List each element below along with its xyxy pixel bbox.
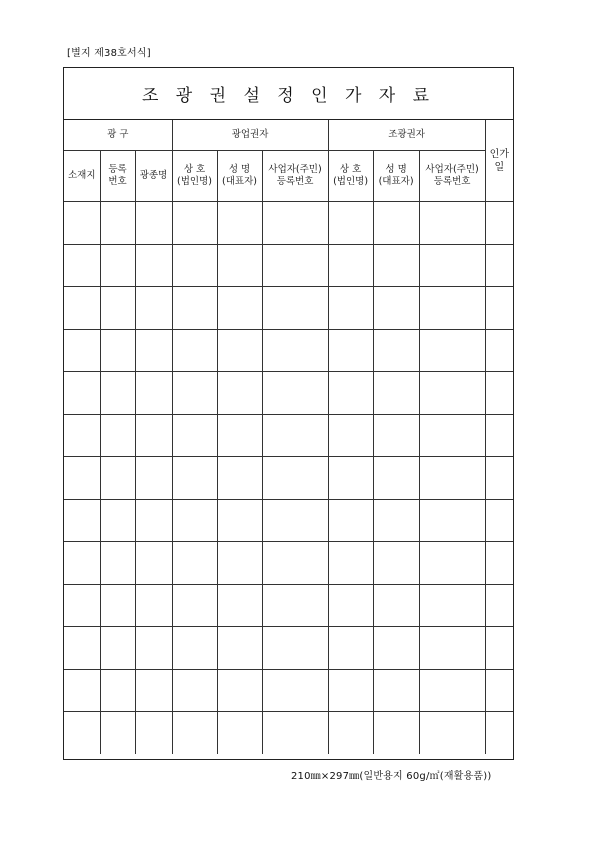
cell-mr-trade-name[interactable] (172, 499, 217, 542)
cell-registration-number[interactable] (100, 244, 135, 287)
cell-rr-trade-name[interactable] (328, 414, 373, 457)
cell-approval-date[interactable] (485, 414, 513, 457)
form-title: 조 광 권 설 정 인 가 자 료 (64, 68, 513, 120)
cell-location[interactable] (64, 542, 100, 585)
cell-approval-date[interactable] (485, 712, 513, 754)
cell-mr-biz-number[interactable] (262, 287, 328, 330)
table-body (64, 202, 513, 754)
cell-rr-name[interactable] (373, 499, 419, 542)
header-royalty-right-holder: 조광권자 (328, 120, 485, 151)
cell-approval-date[interactable] (485, 669, 513, 712)
header-mine-zone: 광 구 (64, 120, 172, 151)
cell-registration-number[interactable] (100, 329, 135, 372)
cell-rr-biz-number[interactable] (419, 457, 485, 500)
table-row (64, 712, 513, 754)
cell-rr-biz-number[interactable] (419, 627, 485, 670)
cell-mr-trade-name[interactable] (172, 712, 217, 754)
cell-mr-biz-number[interactable] (262, 414, 328, 457)
cell-registration-number[interactable] (100, 457, 135, 500)
cell-mr-trade-name[interactable] (172, 457, 217, 500)
cell-approval-date[interactable] (485, 499, 513, 542)
cell-registration-number[interactable] (100, 542, 135, 585)
cell-mr-name[interactable] (217, 499, 262, 542)
cell-mr-name[interactable] (217, 627, 262, 670)
table-row (64, 457, 513, 500)
cell-mr-biz-number[interactable] (262, 329, 328, 372)
table-row (64, 414, 513, 457)
form-sheet (63, 67, 514, 760)
cell-location[interactable] (64, 414, 100, 457)
cell-rr-trade-name[interactable] (328, 542, 373, 585)
table-row (64, 329, 513, 372)
cell-approval-date[interactable] (485, 287, 513, 330)
cell-mr-trade-name[interactable] (172, 627, 217, 670)
cell-location[interactable] (64, 499, 100, 542)
cell-approval-date[interactable] (485, 627, 513, 670)
cell-rr-name[interactable] (373, 712, 419, 754)
cell-mr-name[interactable] (217, 457, 262, 500)
cell-mr-biz-number[interactable] (262, 669, 328, 712)
cell-rr-biz-number[interactable] (419, 372, 485, 415)
header-location: 소재지 (64, 151, 100, 202)
cell-location[interactable] (64, 457, 100, 500)
header-mr-name: 성 명 (대표자) (217, 151, 262, 202)
cell-mr-trade-name[interactable] (172, 584, 217, 627)
cell-rr-trade-name[interactable] (328, 669, 373, 712)
cell-rr-biz-number[interactable] (419, 712, 485, 754)
cell-mineral-name[interactable] (135, 712, 172, 754)
cell-mineral-name[interactable] (135, 669, 172, 712)
header-mining-right-holder: 광업권자 (172, 120, 328, 151)
header-mineral-name: 광종명 (135, 151, 172, 202)
cell-mr-biz-number[interactable] (262, 499, 328, 542)
cell-mr-trade-name[interactable] (172, 202, 217, 245)
table-row (64, 202, 513, 245)
cell-location[interactable] (64, 287, 100, 330)
cell-registration-number[interactable] (100, 627, 135, 670)
cell-rr-trade-name[interactable] (328, 329, 373, 372)
table-row (64, 627, 513, 670)
cell-mr-biz-number[interactable] (262, 627, 328, 670)
cell-mr-biz-number[interactable] (262, 372, 328, 415)
cell-mr-name[interactable] (217, 669, 262, 712)
cell-mr-name[interactable] (217, 372, 262, 415)
cell-location[interactable] (64, 584, 100, 627)
cell-rr-biz-number[interactable] (419, 287, 485, 330)
cell-rr-trade-name[interactable] (328, 712, 373, 754)
cell-location[interactable] (64, 244, 100, 287)
cell-rr-biz-number[interactable] (419, 329, 485, 372)
cell-mr-biz-number[interactable] (262, 202, 328, 245)
table-row (64, 584, 513, 627)
cell-mineral-name[interactable] (135, 414, 172, 457)
cell-mr-name[interactable] (217, 584, 262, 627)
cell-location[interactable] (64, 669, 100, 712)
cell-mr-trade-name[interactable] (172, 669, 217, 712)
cell-mr-trade-name[interactable] (172, 287, 217, 330)
cell-rr-biz-number[interactable] (419, 584, 485, 627)
cell-location[interactable] (64, 372, 100, 415)
cell-rr-trade-name[interactable] (328, 372, 373, 415)
cell-location[interactable] (64, 329, 100, 372)
cell-mr-biz-number[interactable] (262, 457, 328, 500)
cell-rr-biz-number[interactable] (419, 542, 485, 585)
cell-mr-name[interactable] (217, 244, 262, 287)
cell-rr-biz-number[interactable] (419, 414, 485, 457)
cell-rr-name[interactable] (373, 329, 419, 372)
table-row (64, 669, 513, 712)
cell-mr-name[interactable] (217, 414, 262, 457)
cell-location[interactable] (64, 627, 100, 670)
cell-approval-date[interactable] (485, 457, 513, 500)
cell-mineral-name[interactable] (135, 584, 172, 627)
header-mr-trade-name: 상 호 (법인명) (172, 151, 217, 202)
table-row (64, 542, 513, 585)
cell-rr-trade-name[interactable] (328, 244, 373, 287)
cell-mr-trade-name[interactable] (172, 244, 217, 287)
cell-rr-trade-name[interactable] (328, 627, 373, 670)
cell-rr-name[interactable] (373, 584, 419, 627)
cell-registration-number[interactable] (100, 712, 135, 754)
cell-registration-number[interactable] (100, 669, 135, 712)
cell-rr-biz-number[interactable] (419, 244, 485, 287)
cell-rr-trade-name[interactable] (328, 499, 373, 542)
cell-mr-trade-name[interactable] (172, 372, 217, 415)
cell-mineral-name[interactable] (135, 244, 172, 287)
cell-mineral-name[interactable] (135, 627, 172, 670)
cell-rr-name[interactable] (373, 542, 419, 585)
cell-mineral-name[interactable] (135, 202, 172, 245)
cell-approval-date[interactable] (485, 202, 513, 245)
cell-rr-trade-name[interactable] (328, 584, 373, 627)
cell-rr-name[interactable] (373, 414, 419, 457)
paper-spec-note: 210㎜×297㎜(일반용지 60g/㎡(재활용품)) (291, 771, 492, 782)
cell-mr-name[interactable] (217, 329, 262, 372)
cell-rr-name[interactable] (373, 457, 419, 500)
cell-registration-number[interactable] (100, 414, 135, 457)
cell-mineral-name[interactable] (135, 372, 172, 415)
cell-mineral-name[interactable] (135, 287, 172, 330)
cell-registration-number[interactable] (100, 372, 135, 415)
cell-mineral-name[interactable] (135, 542, 172, 585)
cell-rr-biz-number[interactable] (419, 202, 485, 245)
cell-rr-trade-name[interactable] (328, 287, 373, 330)
cell-rr-trade-name[interactable] (328, 202, 373, 245)
header-rr-biz-number: 사업자(주민) 등록번호 (419, 151, 485, 202)
cell-mr-biz-number[interactable] (262, 542, 328, 585)
table-row (64, 499, 513, 542)
cell-approval-date[interactable] (485, 329, 513, 372)
cell-mr-biz-number[interactable] (262, 244, 328, 287)
cell-registration-number[interactable] (100, 287, 135, 330)
cell-mineral-name[interactable] (135, 457, 172, 500)
cell-mr-name[interactable] (217, 287, 262, 330)
cell-approval-date[interactable] (485, 372, 513, 415)
cell-registration-number[interactable] (100, 584, 135, 627)
cell-registration-number[interactable] (100, 499, 135, 542)
header-mr-biz-number: 사업자(주민) 등록번호 (262, 151, 328, 202)
header-rr-trade-name: 상 호 (법인명) (328, 151, 373, 202)
header-registration-number: 등록번호 (100, 151, 135, 202)
cell-rr-trade-name[interactable] (328, 457, 373, 500)
cell-registration-number[interactable] (100, 202, 135, 245)
cell-rr-name[interactable] (373, 627, 419, 670)
cell-mr-biz-number[interactable] (262, 712, 328, 754)
cell-mr-trade-name[interactable] (172, 329, 217, 372)
cell-approval-date[interactable] (485, 584, 513, 627)
cell-rr-name[interactable] (373, 669, 419, 712)
table-row (64, 372, 513, 415)
cell-location[interactable] (64, 712, 100, 754)
cell-mineral-name[interactable] (135, 499, 172, 542)
cell-approval-date[interactable] (485, 542, 513, 585)
cell-mr-biz-number[interactable] (262, 584, 328, 627)
header-approval-date: 인가일 (485, 120, 513, 202)
table-row (64, 287, 513, 330)
cell-rr-name[interactable] (373, 372, 419, 415)
cell-rr-name[interactable] (373, 287, 419, 330)
cell-mr-name[interactable] (217, 712, 262, 754)
cell-approval-date[interactable] (485, 244, 513, 287)
cell-mr-name[interactable] (217, 542, 262, 585)
cell-rr-name[interactable] (373, 202, 419, 245)
header-rr-name: 성 명 (대표자) (373, 151, 419, 202)
cell-mineral-name[interactable] (135, 329, 172, 372)
form-reference: [별지 제38호서식] (67, 48, 151, 59)
table-row (64, 244, 513, 287)
cell-rr-biz-number[interactable] (419, 669, 485, 712)
cell-mr-trade-name[interactable] (172, 414, 217, 457)
cell-location[interactable] (64, 202, 100, 245)
cell-mr-name[interactable] (217, 202, 262, 245)
data-table (64, 120, 513, 754)
cell-mr-trade-name[interactable] (172, 542, 217, 585)
cell-rr-biz-number[interactable] (419, 499, 485, 542)
cell-rr-name[interactable] (373, 244, 419, 287)
